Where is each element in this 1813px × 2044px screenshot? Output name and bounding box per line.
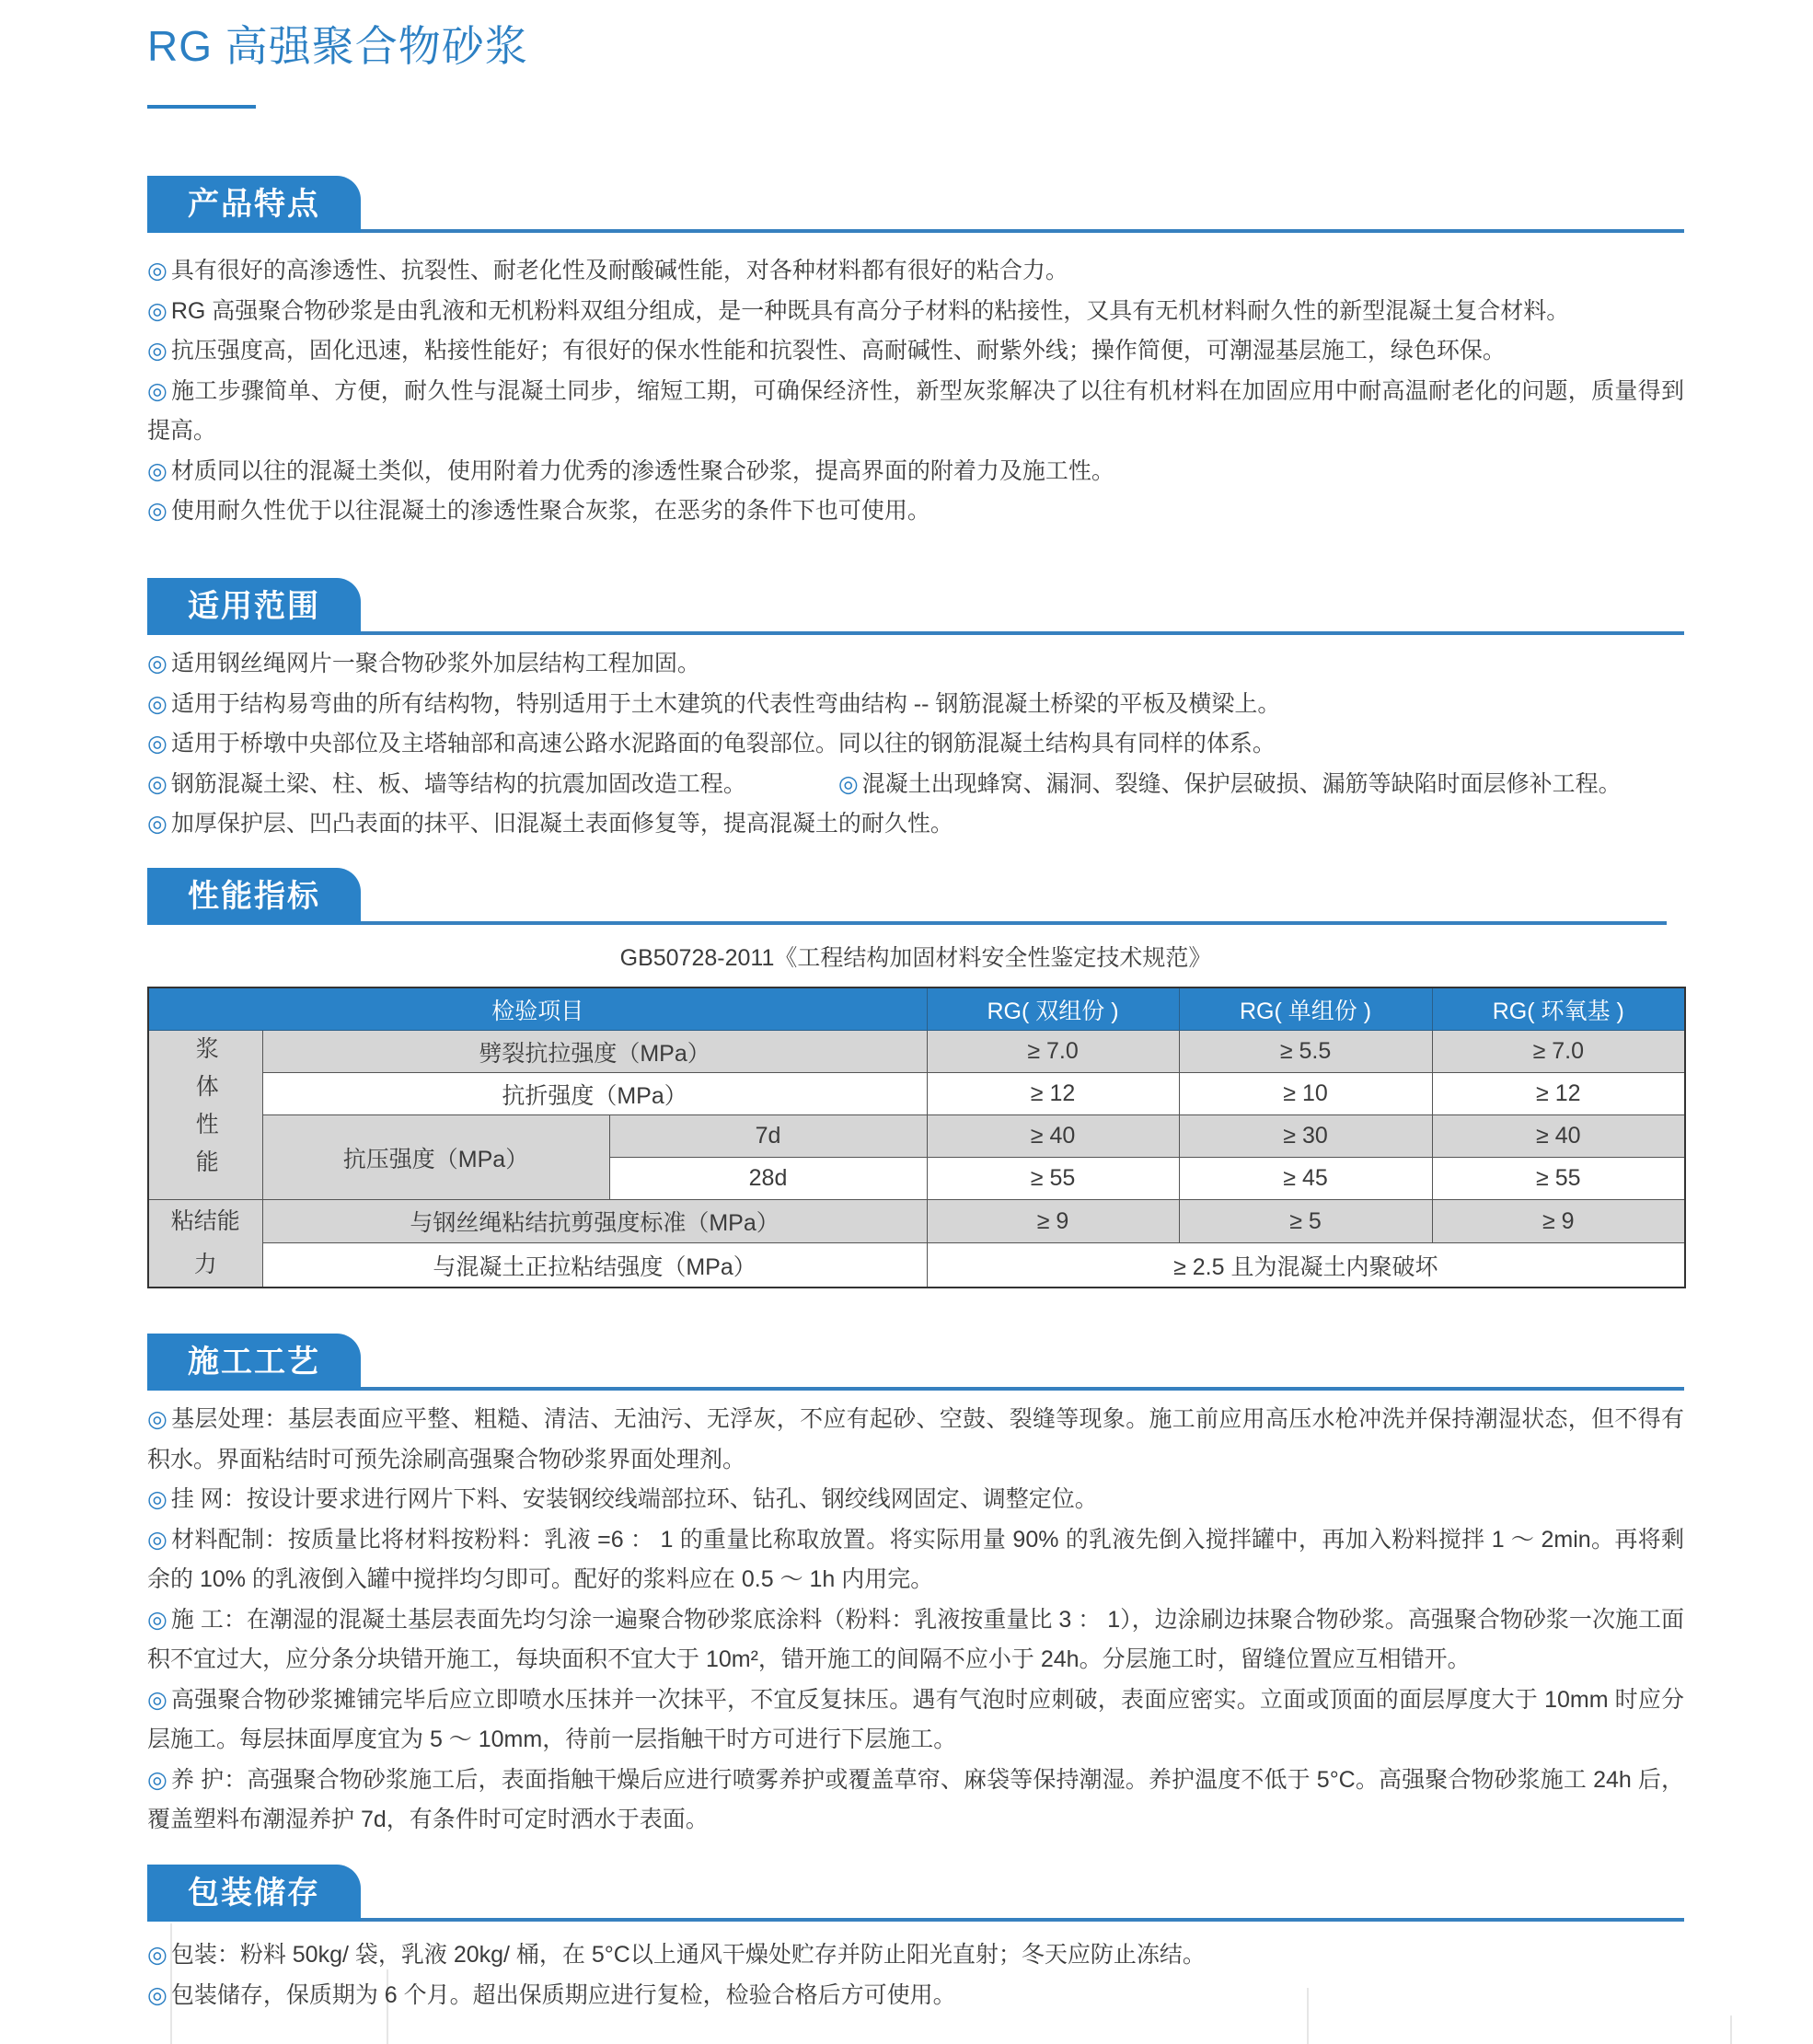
list-item: ◎ 钢筋混凝土梁、柱、板、墙等结构的抗震加固改造工程。 ◎ 混凝土出现蜂窝、漏洞、裂缝、保护层破损、漏筋等缺陷时面层修补工程。 (147, 770, 1622, 797)
cell: ≥ 9 (1432, 1200, 1685, 1243)
section-storage (147, 1865, 1684, 2015)
section-rule (361, 1387, 1684, 1391)
list-item: ◎ 基层处理：基层表面应平整、粗糙、清洁、无油污、无浮灰，不应有起砂、空鼓、裂缝等现象。施工前应用高压水枪冲洗并保持潮湿状态，但不得有积水。界面粘结时可预先涂刷高强聚合物砂浆界面处理剂。 (147, 1406, 1684, 1472)
header-col: RG( 环氧基 ) (1432, 987, 1685, 1031)
cell: ≥ 12 (1432, 1073, 1685, 1115)
section-header (147, 1334, 1684, 1391)
list-item: ◎ 具有很好的高渗透性、抗裂性、耐老化性及耐酸碱性能，对各种材料都有很好的粘合力。 (147, 258, 1068, 283)
cell: ≥ 10 (1179, 1073, 1432, 1115)
table-row (148, 1031, 1685, 1073)
bullet-icon: ◎ (147, 498, 167, 524)
bullet-icon: ◎ (147, 1486, 167, 1512)
section-features (147, 176, 1684, 532)
cell: ≥ 55 (1432, 1158, 1685, 1200)
bullet-icon: ◎ (147, 690, 167, 717)
list-item: ◎ RG 高强聚合物砂浆是由乳液和无机粉料双组分组成，是一种既具有高分子材料的粘接性，又具有无机材料耐久性的新型混凝土复合材料。 (147, 297, 1570, 324)
group-label-slurry-text: 浆体性能 (192, 1036, 219, 1187)
bullet-icon: ◎ (147, 1942, 167, 1968)
header-col: RG( 双组份 ) (927, 987, 1179, 1031)
list-item: ◎ 包装：粉料 50kg/ 袋，乳液 20kg/ 桶，在 5°C以上通风干燥处贮存并防止阳光直射；冬天应防止冻结。 (147, 1942, 1206, 1968)
group-label-slurry (148, 1031, 262, 1200)
section-tab: 适用范围 (147, 578, 361, 635)
section-scope (147, 578, 1684, 845)
cell: ≥ 12 (927, 1073, 1179, 1115)
row-item: 与钢丝绳粘结抗剪强度标准（MPa） (262, 1200, 927, 1243)
section-rule (361, 229, 1684, 233)
list-item: ◎ 包装储存，保质期为 6 个月。超出保质期应进行复检，检验合格后方可使用。 (147, 1981, 956, 2008)
cell-merged: ≥ 2.5 且为混凝土内聚破坏 (927, 1243, 1685, 1288)
header-item: 检验项目 (148, 987, 927, 1031)
section-tab: 包装储存 (147, 1865, 361, 1922)
bullet-icon: ◎ (147, 1686, 167, 1713)
list-item: ◎ 适用于桥墩中央部位及主塔轴部和高速公路水泥路面的龟裂部位。同以往的钢筋混凝土结构具有同样的体系。 (147, 731, 1276, 756)
table-header-row (148, 987, 1685, 1031)
bullet-icon: ◎ (147, 770, 167, 797)
list-item: ◎ 高强聚合物砂浆摊铺完毕后应立即喷水压抹并一次抹平，不宜反复抹压。遇有气泡时应刺破，表面应密实。立面或顶面的面层厚度大于 10mm 时应分层施工。每层抹面厚度宜为 5 ～ 10mm，待前一层指触干时方可进行下层施工。 (147, 1686, 1684, 1752)
cell: ≥ 7.0 (927, 1031, 1179, 1073)
cell: ≥ 7.0 (1432, 1031, 1685, 1073)
section-tab: 产品特点 (147, 176, 361, 233)
performance-table (147, 987, 1686, 1288)
section-tab: 施工工艺 (147, 1334, 361, 1391)
cell: ≥ 45 (1179, 1158, 1432, 1200)
row-item: 劈裂抗拉强度（MPa） (262, 1031, 927, 1073)
section-rule (361, 921, 1667, 925)
section-header (147, 176, 1684, 233)
section-header (147, 1865, 1684, 1922)
bullet-icon: ◎ (147, 338, 167, 364)
page-title: RG 高强聚合物砂浆 (147, 22, 528, 70)
section-process (147, 1334, 1684, 1841)
bullet-icon: ◎ (147, 731, 167, 756)
watermark-line (1730, 2015, 1732, 2044)
cell: ≥ 40 (927, 1115, 1179, 1158)
cell: ≥ 55 (927, 1158, 1179, 1200)
header-col: RG( 单组份 ) (1179, 987, 1432, 1031)
list-item: ◎ 施工步骤简单、方便，耐久性与混凝土同步，缩短工期，可确保经济性，新型灰浆解决了以往有机材料在加固应用中耐高温耐老化的问题，质量得到提高。 (147, 377, 1684, 444)
bullet-icon: ◎ (147, 1406, 168, 1432)
cell: ≥ 40 (1432, 1115, 1685, 1158)
row-item: 抗折强度（MPa） (262, 1073, 927, 1115)
list-item: ◎ 使用耐久性优于以往混凝土的渗透性聚合灰浆，在恶劣的条件下也可使用。 (147, 498, 930, 524)
list-item: ◎ 加厚保护层、凹凸表面的抹平、旧混凝土表面修复等，提高混凝土的耐久性。 (147, 811, 953, 837)
scope-list (147, 644, 1684, 845)
bullet-icon: ◎ (147, 651, 167, 676)
feature-list (147, 251, 1684, 532)
bullet-icon: ◎ (147, 1766, 167, 1793)
cell: ≥ 30 (1179, 1115, 1432, 1158)
cell: ≥ 5.5 (1179, 1031, 1432, 1073)
standard-caption: GB50728-2011《工程结构加固材料安全性鉴定技术规范》 (619, 945, 1212, 971)
row-item: 与混凝土正拉粘结强度（MPa） (262, 1243, 927, 1288)
bullet-icon: ◎ (147, 457, 167, 484)
section-header (147, 578, 1684, 635)
table-row (148, 1200, 1685, 1243)
row-item: 抗压强度（MPa） (262, 1115, 609, 1200)
list-item: ◎ 施 工：在潮湿的混凝土基层表面先均匀涂一遍聚合物砂浆底涂料（粉料：乳液按重量比 3 ： 1），边涂刷边抹聚合物砂浆。高强聚合物砂浆一次施工面积不宜过大，应分条分块错开施工，每块面积不宜大于 10m²，错开施工的间隔不应小于 24h。分层施工时，留缝位置应互相错开。 (147, 1606, 1684, 1672)
cell: ≥ 5 (1179, 1200, 1432, 1243)
bullet-icon: ◎ (147, 258, 167, 283)
table-row (148, 1115, 1685, 1158)
bullet-icon: ◎ (147, 1981, 167, 2008)
row-subitem: 28d (609, 1158, 927, 1200)
section-tab: 性能指标 (147, 868, 361, 925)
bullet-icon: ◎ (147, 811, 167, 837)
list-item: ◎ 材料配制：按质量比将材料按粉料：乳液 =6 ： 1 的重量比称取放置。将实际用量 90% 的乳液先倒入搅拌罐中，再加入粉料搅拌 1 ～ 2min。再将剩余的 10% 的乳液倒入罐中搅拌均匀即可。配好的浆料应在 0.5 ～ 1h 内用完。 (147, 1526, 1684, 1592)
process-list (147, 1400, 1684, 1841)
list-item: ◎ 适用于结构易弯曲的所有结构物，特别适用于土木建筑的代表性弯曲结构 -- 钢筋混凝土桥梁的平板及横梁上。 (147, 690, 1281, 717)
list-item: ◎ 抗压强度高，固化迅速，粘接性能好；有很好的保水性能和抗裂性、高耐碱性、耐紫外线；操作简便，可潮湿基层施工，绿色环保。 (147, 338, 1506, 364)
bullet-icon: ◎ (147, 377, 168, 404)
list-item: ◎ 材质同以往的混凝土类似，使用附着力优秀的渗透性聚合砂浆，提高界面的附着力及施工性。 (147, 457, 1114, 484)
bullet-icon: ◎ (147, 1606, 167, 1633)
bullet-icon: ◎ (837, 770, 859, 797)
bullet-icon: ◎ (147, 297, 167, 324)
table-row (148, 1243, 1685, 1288)
group-label-bond-line2: 力 (193, 1252, 217, 1277)
group-label-bond-line1: 粘结能 (170, 1208, 240, 1234)
title-underline (147, 105, 256, 109)
section-performance (147, 868, 1667, 925)
list-item: ◎ 挂 网：按设计要求进行网片下料、安装钢绞线端部拉环、钻孔、钢绞线网固定、调整定位。 (147, 1486, 1098, 1512)
cell: ≥ 9 (927, 1200, 1179, 1243)
section-rule (361, 631, 1684, 635)
row-subitem: 7d (609, 1115, 927, 1158)
storage-list (147, 1935, 1684, 2015)
bullet-icon: ◎ (147, 1526, 168, 1553)
table-row (148, 1073, 1685, 1115)
group-label-bond (148, 1200, 262, 1288)
list-item: ◎ 养 护：高强聚合物砂浆施工后，表面指触干燥后应进行喷雾养护或覆盖草帘、麻袋等保持潮湿。养护温度不低于 5°C。高强聚合物砂浆施工 24h 后，覆盖塑料布潮湿养护 7d，有条件时可定时洒水于表面。 (147, 1766, 1684, 1832)
list-item: ◎ 适用钢丝绳网片一聚合物砂浆外加层结构工程加固。 (147, 651, 700, 676)
section-header (147, 868, 1667, 925)
section-rule (361, 1918, 1684, 1922)
